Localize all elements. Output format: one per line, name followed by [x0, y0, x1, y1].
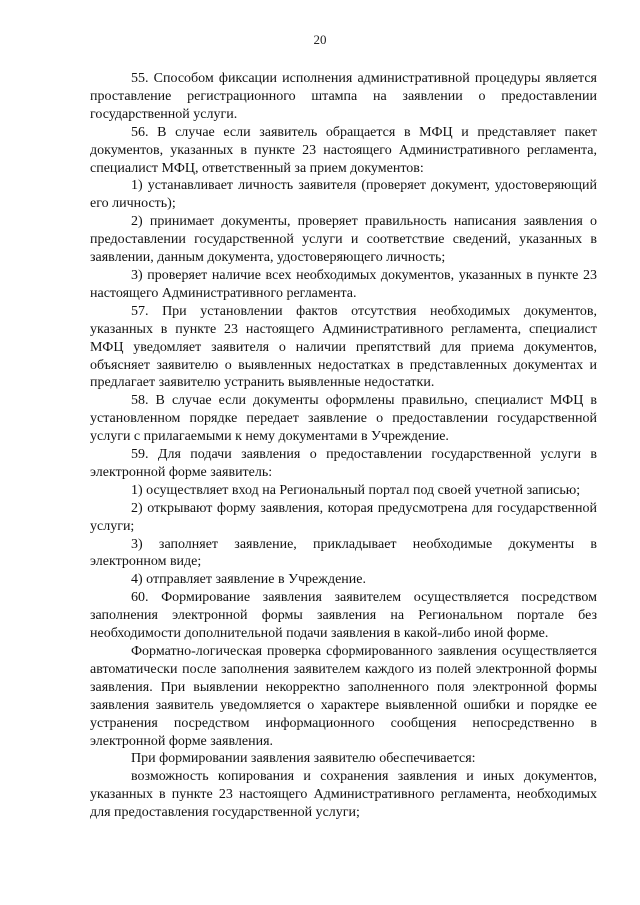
- paragraph-56: 56. В случае если заявитель обращается в МФЦ и представляет пакет документов, указанных в пункте 23 настоящего Административного регламента, специалист МФЦ, ответственный за прием документов:: [90, 124, 597, 176]
- paragraph-60: 60. Формирование заявления заявителем осуществляется посредством заполнения электронной формы заявления на Региональном портале без необходимости дополнительной подачи заявления в какой-либо иной форме.: [90, 590, 597, 642]
- paragraph-59-item-1: 1) осуществляет вход на Региональный портал под своей учетной записью;: [131, 482, 581, 498]
- paragraph-58: 58. В случае если документы оформлены правильно, специалист МФЦ в установленном порядке передает заявление о предоставлении государственной услуги с прилагаемыми к нему документами в Учреждение.: [90, 393, 597, 445]
- paragraph-56-item-1: 1) устанавливает личность заявителя (проверяет документ, удостоверяющий его личность);: [90, 178, 597, 212]
- paragraph-59-item-2: 2) открывают форму заявления, которая предусмотрена для государственной услуги;: [90, 500, 597, 534]
- paragraph-56-item-3: 3) проверяет наличие всех необходимых документов, указанных в пункте 23 настоящего Административного регламента.: [90, 267, 597, 301]
- document-body: [90, 70, 597, 822]
- paragraph-56-item-2: 2) принимает документы, проверяет правильность написания заявления о предоставлении государственной услуги и соответствие сведений, указанных в заявлении, данным документа, удостоверяющего личность;: [90, 214, 597, 266]
- paragraph-59: 59. Для подачи заявления о предоставлении государственной услуги в электронной форме заявитель:: [90, 447, 597, 480]
- paragraph-57: 57. При установлении фактов отсутствия необходимых документов, указанных в пункте 23 настоящего Административного регламента, специалист МФЦ уведомляет заявителя о наличии препятствий для приема документов, объясняет заявителю о выявленных недостатках в представленных документах и предлагает заявителю устранить выявленные недостатки.: [90, 303, 597, 391]
- paragraph-copy-save: возможность копирования и сохранения заявления и иных документов, указанных в пункте 23 настоящего Административного регламента, необходимых для предоставления государственной услуги;: [90, 769, 597, 821]
- paragraph-59-item-3: 3) заполняет заявление, прикладывает необходимые документы в электронном виде;: [90, 536, 597, 570]
- page-number: 20: [313, 32, 327, 47]
- paragraph-format-check: Форматно-логическая проверка сформированного заявления осуществляется автоматически после заполнения заявителем каждого из полей электронной формы заявления. При выявлении некорректно заполненного поля электронной формы заявления заявитель уведомляется о характере выявленной ошибки и порядке ее устранения посредством информационного сообщения непосредственно в электронной форме заявления.: [90, 644, 597, 749]
- paragraph-provision-intro: При формировании заявления заявителю обеспечивается:: [131, 751, 476, 767]
- paragraph-59-item-4: 4) отправляет заявление в Учреждение.: [131, 572, 366, 588]
- paragraph-55: 55. Способом фиксации исполнения административной процедуры является проставление регистрационного штампа на заявлении о предоставлении государственной услуги.: [90, 71, 597, 122]
